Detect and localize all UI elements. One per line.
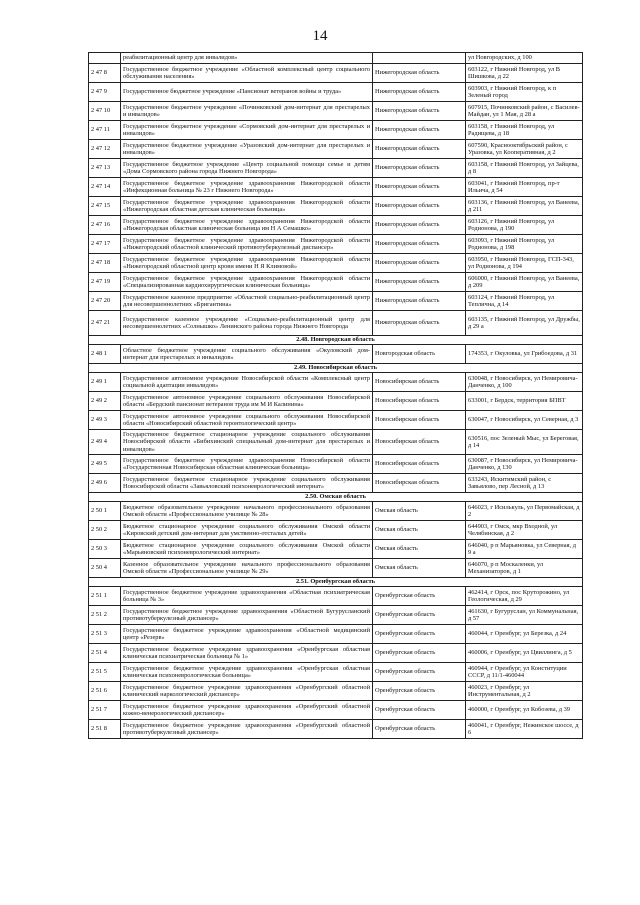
institution-name-cell: Государственное бюджетное учреждение здравоохранения «Оренбургский областной кожно-венерологический диспансер» [121,701,373,720]
region-cell: Омская область [373,502,466,521]
region-cell: Оренбургская область [373,606,466,625]
institution-name-cell: Государственное бюджетное стационарное учреждение социального обслуживания Новосибирской области «Завьяловский психоневрологический интернат» [121,474,373,493]
row-number-cell: 2 50 4 [89,559,121,578]
address-cell: 603158, г Нижний Новгород, ул Радищева, д 18 [466,121,583,140]
region-cell: Нижегородская область [373,311,466,336]
address-cell: 460944, г Оренбург, ул Конституции СССР, д 11/1-460044 [466,663,583,682]
table-row [89,521,583,540]
table-row [89,178,583,197]
region-cell: Оренбургская область [373,663,466,682]
institution-name-cell: Государственное бюджетное учреждение здравоохранения «Областной медицинский центр «Резерв» [121,625,373,644]
table-row [89,644,583,663]
institution-name-cell: Государственное бюджетное учреждение здравоохранения Нижегородской области «Специализированная кардиохирургическая клиническая больница» [121,273,373,292]
row-number-cell: 2 51 8 [89,720,121,739]
region-cell: Оренбургская область [373,625,466,644]
table-row [89,587,583,606]
row-number-cell: 2 49 6 [89,474,121,493]
section-title: 2.48. Новгородская область [89,336,583,345]
institution-name-cell: реабилитационный центр для инвалидов» [121,53,373,64]
address-cell: 460041, г Оренбург, Нежинское шоссе, д 6 [466,720,583,739]
row-number-cell: 2 50 2 [89,521,121,540]
table-row [89,292,583,311]
region-cell: Омская область [373,521,466,540]
row-number-cell: 2 50 3 [89,540,121,559]
address-cell: 460044, г Оренбург, ул Березка, д 24 [466,625,583,644]
institution-name-cell: Государственное казенное учреждение «Социально-реабилитационный центр для несовершеннолетних «Солнышко» Ленинского района города Нижнего Новгорода [121,311,373,336]
institution-name-cell: Государственное бюджетное учреждение «Уразовский дом-интернат для престарелых и инвалидов» [121,140,373,159]
section-header-row [89,493,583,502]
institution-name-cell: Бюджетное образовательное учреждение начального профессионального образования Омской области «Профессиональное училище № 28» [121,502,373,521]
region-cell: Новосибирская область [373,373,466,392]
row-number-cell: 2 49 1 [89,373,121,392]
address-cell: 646023, г Исилькуль, ул Первомайская, д 2 [466,502,583,521]
row-number-cell: 2 47 13 [89,159,121,178]
institution-name-cell: Государственное бюджетное учреждение здравоохранения «Областная психиатрическая больница № 3» [121,587,373,606]
section-header-row [89,364,583,373]
institution-name-cell: Государственное бюджетное учреждение здравоохранения Нижегородской области «Нижегородская областная клиническая больница им Н А Семашко» [121,216,373,235]
region-cell: Новосибирская область [373,430,466,455]
row-number-cell: 2 49 4 [89,430,121,455]
table-row [89,373,583,392]
region-cell: Нижегородская область [373,140,466,159]
address-cell: 174353, г Окуловка, ул Грибоедова, д 31 [466,345,583,364]
region-cell: Оренбургская область [373,644,466,663]
institution-name-cell: Государственное бюджетное учреждение «Сормовский дом-интернат для престарелых и инвалидов» [121,121,373,140]
table-row [89,254,583,273]
address-cell: 646040, р п Марьяновка, ул Северная, д 9 а [466,540,583,559]
row-number-cell: 2 47 16 [89,216,121,235]
institution-name-cell: Государственное бюджетное учреждение здравоохранения «Оренбургский областной противотуберкулезный диспансер» [121,720,373,739]
table-row [89,64,583,83]
region-cell: Новосибирская область [373,392,466,411]
table-row [89,455,583,474]
institution-name-cell: Государственное бюджетное учреждение «Областной комплексный центр социального обслуживания населения» [121,64,373,83]
address-cell: 646070, р п Москаленки, ул Механизаторов, д 1 [466,559,583,578]
region-cell: Нижегородская область [373,197,466,216]
region-cell: Нижегородская область [373,235,466,254]
row-number-cell: 2 47 8 [89,64,121,83]
institution-name-cell: Государственное бюджетное учреждение здравоохранения Новосибирской области «Государственная Новосибирская областная клиническая больница» [121,455,373,474]
section-title: 2.50. Омская область [89,493,583,502]
address-cell: 603124, г Нижний Новгород, ул Теплична, д 14 [466,292,583,311]
institution-name-cell: Государственное бюджетное учреждение здравоохранения «Оренбургский областной клинический наркологический диспансер» [121,682,373,701]
institution-name-cell: Государственное бюджетное стационарное учреждение социального обслуживания Новосибирской области «Бибихинский специальный дом-интернат для престарелых и инвалидов» [121,430,373,455]
region-cell: Нижегородская область [373,102,466,121]
institution-name-cell: Государственное бюджетное учреждение здравоохранения Нижегородской области «Инфекционная больница № 23 г Нижнего Новгорода» [121,178,373,197]
table-row [89,121,583,140]
region-cell: Новосибирская область [373,474,466,493]
row-number-cell: 2 51 7 [89,701,121,720]
region-cell: Нижегородская область [373,83,466,102]
row-number-cell: 2 47 14 [89,178,121,197]
institution-name-cell: Государственное бюджетное учреждение здравоохранения Нижегородской области «Нижегородская областная детская клиническая больница» [121,197,373,216]
page-number: 14 [312,28,328,44]
address-cell: 461630, г Бугуруслан, ул Коммунальная, д 57 [466,606,583,625]
row-number-cell: 2 47 9 [89,83,121,102]
address-cell: 603041, г Нижний Новгород, пр-т Ильича, д 54 [466,178,583,197]
table-row [89,502,583,521]
row-number-cell: 2 49 2 [89,392,121,411]
address-cell: 633243, Искитимский район, с Завьялово, пер Лесной, д 13 [466,474,583,493]
table-row [89,540,583,559]
table-row [89,216,583,235]
address-cell: 460000, г Оренбург, ул Кобозева, д 39 [466,701,583,720]
row-number-cell: 2 51 4 [89,644,121,663]
address-cell: 603093, г Нижний Новгород, ул Родионова, д 198 [466,235,583,254]
institution-name-cell: Казенное образовательное учреждение начального профессионального образования Омской области «Профессиональное училище № 29» [121,559,373,578]
section-header-row [89,578,583,587]
region-cell: Оренбургская область [373,720,466,739]
table-row [89,682,583,701]
table-row [89,663,583,682]
address-cell: 460006, г Оренбург, ул Цвиллинга, д 5 [466,644,583,663]
institution-name-cell: Государственное автономное учреждение Новосибирской области «Комплексный центр социальной адаптации инвалидов» [121,373,373,392]
institution-name-cell: Областное бюджетное учреждение социального обслуживания «Окуловский дом-интернат для престарелых и инвалидов» [121,345,373,364]
region-cell: Новосибирская область [373,455,466,474]
table-row [89,273,583,292]
table-row [89,159,583,178]
institution-name-cell: Государственное бюджетное учреждение здравоохранения Нижегородской области «Нижегородский областной клинический противотуберкулезный диспансер» [121,235,373,254]
row-number-cell: 2 51 5 [89,663,121,682]
row-number-cell: 2 47 11 [89,121,121,140]
row-number-cell: 2 47 10 [89,102,121,121]
institution-name-cell: Государственное бюджетное учреждение здравоохранения «Областной Бугурусланский противотуберкулезный диспансер» [121,606,373,625]
address-cell: 630048, г Новосибирск, ул Немировича-Данченко, д 100 [466,373,583,392]
institution-name-cell: Государственное бюджетное учреждение здравоохранения «Оренбургская областная клиническая психоневрологическая больница» [121,663,373,682]
table-row [89,83,583,102]
address-cell: 603158, г Нижний Новгород, ул Зайцева, д 8 [466,159,583,178]
institution-name-cell: Бюджетное стационарное учреждение социального обслуживания Омской области «Кировский детский дом-интернат для умственно-отсталых детей» [121,521,373,540]
table-row [89,411,583,430]
table-row [89,140,583,159]
institution-name-cell: Государственное бюджетное учреждение «Центр социальной помощи семье и детям «Дома Сормовского района города Нижнего Новгорода» [121,159,373,178]
table-row [89,625,583,644]
row-number-cell: 2 51 6 [89,682,121,701]
region-cell: Нижегородская область [373,216,466,235]
address-cell: 630087, г Новосибирск, ул Немировича-Данченко, д 130 [466,455,583,474]
row-number-cell: 2 51 1 [89,587,121,606]
institution-name-cell: Государственное бюджетное учреждение здравоохранения Нижегородской области «Нижегородский областной центр крови имени Н Я Климовой» [121,254,373,273]
row-number-cell: 2 47 12 [89,140,121,159]
row-number-cell: 2 47 20 [89,292,121,311]
region-cell: Нижегородская область [373,273,466,292]
address-cell: 603903, г Нижний Новгород, к п Зеленый город [466,83,583,102]
institution-name-cell: Государственное бюджетное учреждение «Починковский дом-интернат для престарелых и инвалидов» [121,102,373,121]
table-row [89,102,583,121]
row-number-cell: 2 47 17 [89,235,121,254]
region-cell: Омская область [373,559,466,578]
row-number-cell: 2 51 3 [89,625,121,644]
address-cell: 607915, Починковский район, с Василев-Майдан, ул 1 Мая, д 28 а [466,102,583,121]
region-cell: Нижегородская область [373,254,466,273]
institution-name-cell: Государственное казенное предприятие «Областной социально-реабилитационный центр для несовершеннолетних «Бригантина» [121,292,373,311]
table-row [89,559,583,578]
row-number-cell: 2 51 2 [89,606,121,625]
section-header-row [89,336,583,345]
address-cell: 607590, Краснооктябрьский район, с Уразовка, ул Кооперативная, д 2 [466,140,583,159]
table-row [89,701,583,720]
address-cell: 644903, г Омск, мкр Входной, ул Челябинская, д 2 [466,521,583,540]
region-cell: Нижегородская область [373,178,466,197]
region-cell: Нижегородская область [373,121,466,140]
region-cell: Омская область [373,540,466,559]
region-cell: Нижегородская область [373,292,466,311]
institution-name-cell: Государственное бюджетное учреждение здравоохранения «Оренбургская областная клиническая психиатрическая больница № 1» [121,644,373,663]
address-cell: ул Новгородских, д 100 [466,53,583,64]
table-row [89,606,583,625]
region-cell: Нижегородская область [373,64,466,83]
table-row [89,197,583,216]
region-cell: Новгородская область [373,345,466,364]
row-number-cell [89,53,121,64]
address-cell: 633001, г Бердск, территория БПВТ [466,392,583,411]
address-cell: 460023, г Оренбург, ул Инструментальная, д 2 [466,682,583,701]
row-number-cell: 2 48 1 [89,345,121,364]
region-cell [373,53,466,64]
row-number-cell: 2 47 18 [89,254,121,273]
institution-name-cell: Государственное бюджетное учреждение «Пансионат ветеранов войны и труда» [121,83,373,102]
address-cell: 603950, г Нижний Новгород, ГСП-343, ул Родионова, д 194 [466,254,583,273]
row-number-cell: 2 47 15 [89,197,121,216]
table-row [89,474,583,493]
section-title: 2.49. Новосибирская область [89,364,583,373]
region-cell: Нижегородская область [373,159,466,178]
institution-name-cell: Государственное автономное учреждение социального обслуживания Новосибирской области «Новосибирский областной геронтологический центр» [121,411,373,430]
row-number-cell: 2 50 1 [89,502,121,521]
row-number-cell: 2 49 3 [89,411,121,430]
address-cell: 603122, г Нижний Новгород, ул В Шишкова, д 22 [466,64,583,83]
address-cell: 603126, г Нижний Новгород, ул Родионова, д 190 [466,216,583,235]
row-number-cell: 2 49 5 [89,455,121,474]
address-cell: 630516, пос Зеленый Мыс, ул Береговая, д 14 [466,430,583,455]
institution-name-cell: Бюджетное стационарное учреждение социального обслуживания Омской области «Марьяновский психоневрологический интернат» [121,540,373,559]
table-row [89,430,583,455]
table-row [89,720,583,739]
address-cell: 630047, г Новосибирск, ул Северная, д 3 [466,411,583,430]
region-cell: Новосибирская область [373,411,466,430]
address-cell: 603135, г Нижний Новгород, ул Дружбы, д 29 а [466,311,583,336]
address-cell: 606000, г Нижний Новгород, ул Ванеева, д 209 [466,273,583,292]
registry-table [88,52,583,739]
section-title: 2.51. Оренбургская область [89,578,583,587]
region-cell: Оренбургская область [373,587,466,606]
region-cell: Оренбургская область [373,701,466,720]
region-cell: Оренбургская область [373,682,466,701]
table-row [89,235,583,254]
address-cell: 603136, г Нижний Новгород, ул Ванеева, д 211 [466,197,583,216]
table-row [89,392,583,411]
table-row [89,311,583,336]
row-number-cell: 2 47 19 [89,273,121,292]
table-row [89,345,583,364]
institution-name-cell: Государственное автономное учреждение социального обслуживания Новосибирской области «Бердский пансионат ветеранов труда им М И Калинина» [121,392,373,411]
row-number-cell: 2 47 21 [89,311,121,336]
table-row [89,53,583,64]
address-cell: 462414, г Орск, пос Круторожино, ул Геологическая, д 29 [466,587,583,606]
